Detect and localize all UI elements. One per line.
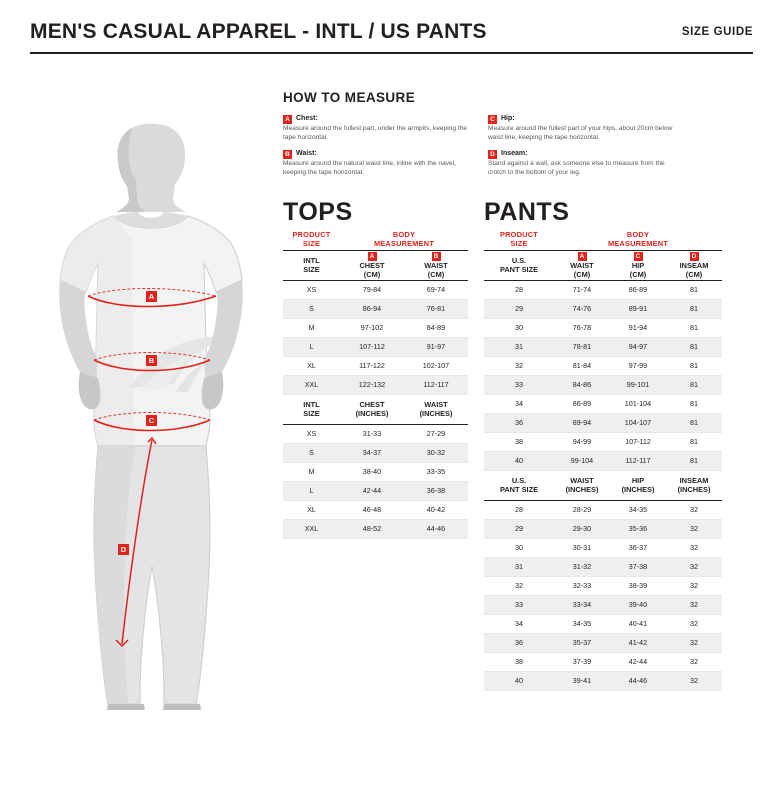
cell-inseam: 81: [666, 337, 722, 356]
measure-badge-b: B: [146, 355, 157, 366]
cell-waist: 112-117: [404, 375, 468, 394]
cell-waist: 99-104: [554, 451, 610, 470]
cell-size: 40: [484, 451, 554, 470]
how-to-measure-column-left: [283, 114, 468, 184]
cell-waist: 28-29: [554, 500, 610, 519]
cell-waist: 94-99: [554, 432, 610, 451]
letter-badge-b: B: [283, 150, 292, 159]
cell-size: 28: [484, 280, 554, 299]
table-row: [283, 443, 468, 462]
cell-chest: 42-44: [340, 481, 404, 500]
cell-waist: 44-46: [404, 519, 468, 538]
pants-cm-inseam-header: D INSEAM (CM): [666, 250, 722, 280]
measure-badge-a: A: [146, 291, 157, 302]
cell-inseam: 81: [666, 280, 722, 299]
cell-inseam: 32: [666, 595, 722, 614]
cell-hip: 36-37: [610, 538, 666, 557]
cell-waist: 35-37: [554, 633, 610, 652]
cell-inseam: 81: [666, 318, 722, 337]
cell-inseam: 32: [666, 633, 722, 652]
cell-chest: 31-33: [340, 424, 404, 443]
cell-waist: 32-33: [554, 576, 610, 595]
table-row: [484, 652, 722, 671]
tops-in-chest-header: CHEST (INCHES): [340, 394, 404, 424]
mannequin-figure: [36, 120, 266, 710]
cell-size: 38: [484, 432, 554, 451]
table-row: [283, 356, 468, 375]
table-row: [283, 500, 468, 519]
cell-hip: 34-35: [610, 500, 666, 519]
cell-waist: 37-39: [554, 652, 610, 671]
cell-hip: 112-117: [610, 451, 666, 470]
cell-inseam: 81: [666, 356, 722, 375]
cell-chest: 46-48: [340, 500, 404, 519]
cell-hip: 38-39: [610, 576, 666, 595]
table-header-row: [283, 228, 468, 250]
cell-hip: 101-104: [610, 394, 666, 413]
how-to-item-name: Waist:: [296, 150, 317, 158]
cell-chest: 122-132: [340, 375, 404, 394]
pants-in-waist-header: WAIST (INCHES): [554, 470, 610, 500]
cell-waist: 33-35: [404, 462, 468, 481]
cell-waist: 34-35: [554, 614, 610, 633]
cell-hip: 99-101: [610, 375, 666, 394]
cell-waist: 76-81: [404, 299, 468, 318]
letter-badge-a: A: [368, 252, 377, 261]
cell-chest: 79-84: [340, 280, 404, 299]
cell-hip: 104-107: [610, 413, 666, 432]
cell-inseam: 81: [666, 299, 722, 318]
cell-hip: 41-42: [610, 633, 666, 652]
cell-waist: 74-76: [554, 299, 610, 318]
cell-waist: 31-32: [554, 557, 610, 576]
cell-size: M: [283, 318, 340, 337]
how-to-measure-column-right: [488, 114, 673, 184]
cell-waist: 102-107: [404, 356, 468, 375]
how-to-item-chest: [283, 114, 468, 142]
cell-hip: 86-89: [610, 280, 666, 299]
cell-chest: 117-122: [340, 356, 404, 375]
table-row: [283, 337, 468, 356]
table-row: [484, 432, 722, 451]
cell-size: XXL: [283, 375, 340, 394]
tops-cm-chest-header: A CHEST (CM): [340, 250, 404, 280]
letter-badge-b: B: [432, 252, 441, 261]
cell-inseam: 32: [666, 614, 722, 633]
table-subheader-row: [484, 470, 722, 500]
cell-size: 30: [484, 318, 554, 337]
cell-hip: 94-97: [610, 337, 666, 356]
pants-cm-waist-header: A WAIST (CM): [554, 250, 610, 280]
cell-inseam: 32: [666, 519, 722, 538]
pants-in-inseam-header: INSEAM (INCHES): [666, 470, 722, 500]
cell-chest: 86-94: [340, 299, 404, 318]
cell-size: XL: [283, 500, 340, 519]
cell-waist: 30-31: [554, 538, 610, 557]
how-to-item-desc: Measure around the fullest part of your hips, about 20cm below waist line, keeping the tape horizontal.: [488, 125, 673, 141]
table-row: [484, 671, 722, 690]
table-row: [484, 633, 722, 652]
letter-badge-a: A: [283, 115, 292, 124]
cell-hip: 35-36: [610, 519, 666, 538]
table-row: [283, 519, 468, 538]
table-row: [484, 280, 722, 299]
pants-section-title: PANTS: [484, 198, 570, 226]
cell-size: XS: [283, 280, 340, 299]
cell-waist: 39-41: [554, 671, 610, 690]
table-row: [484, 576, 722, 595]
cell-waist: 86-89: [554, 394, 610, 413]
cell-size: L: [283, 481, 340, 500]
letter-badge-d: D: [488, 150, 497, 159]
cell-size: S: [283, 299, 340, 318]
cell-size: 33: [484, 375, 554, 394]
cell-size: 31: [484, 557, 554, 576]
cell-hip: 44-46: [610, 671, 666, 690]
cell-hip: 91-94: [610, 318, 666, 337]
table-row: [283, 280, 468, 299]
cell-hip: 107-112: [610, 432, 666, 451]
cell-inseam: 32: [666, 652, 722, 671]
cell-hip: 42-44: [610, 652, 666, 671]
how-to-item-hip: [488, 114, 673, 142]
measure-badge-c: C: [146, 415, 157, 426]
cell-size: XL: [283, 356, 340, 375]
cell-inseam: 32: [666, 538, 722, 557]
cell-size: 34: [484, 394, 554, 413]
how-to-item-name: Hip:: [501, 115, 515, 122]
cell-size: 29: [484, 299, 554, 318]
cell-chest: 38-40: [340, 462, 404, 481]
cell-waist: 84-89: [404, 318, 468, 337]
how-to-item-desc: Stand against a wall, ask someone else to measure from the crotch to the bottom of your leg.: [488, 160, 665, 176]
cell-size: XXL: [283, 519, 340, 538]
cell-waist: 81-84: [554, 356, 610, 375]
table-row: [484, 500, 722, 519]
cell-waist: 40-42: [404, 500, 468, 519]
cell-inseam: 81: [666, 432, 722, 451]
table-row: [484, 614, 722, 633]
letter-badge-d: D: [690, 252, 699, 261]
tops-cm-waist-header: B WAIST (CM): [404, 250, 468, 280]
page-title: MEN'S CASUAL APPAREL - INTL / US PANTS: [30, 20, 487, 43]
cell-inseam: 32: [666, 500, 722, 519]
cell-size: 32: [484, 576, 554, 595]
header-divider: [30, 52, 753, 54]
table-row: [283, 462, 468, 481]
cell-size: 29: [484, 519, 554, 538]
tops-cm-size-header: INTL SIZE: [283, 250, 340, 280]
table-header-row: [484, 228, 722, 250]
how-to-item-desc: Measure around the fullest part, under the armpits, keeping the tape horizontal.: [283, 125, 468, 141]
cell-size: 34: [484, 614, 554, 633]
table-row: [484, 519, 722, 538]
cell-inseam: 81: [666, 394, 722, 413]
cell-inseam: 81: [666, 451, 722, 470]
cell-waist: 36-38: [404, 481, 468, 500]
cell-waist: 78-81: [554, 337, 610, 356]
table-row: [484, 356, 722, 375]
how-to-item-waist: [283, 149, 468, 177]
table-subheader-row: [283, 394, 468, 424]
cell-waist: 84-86: [554, 375, 610, 394]
cell-waist: 76-78: [554, 318, 610, 337]
tops-size-table: [283, 228, 468, 539]
tops-product-size-label: PRODUCT SIZE: [292, 229, 331, 248]
cell-waist: 29-30: [554, 519, 610, 538]
table-row: [484, 538, 722, 557]
how-to-item-name: Inseam:: [501, 150, 528, 158]
cell-size: M: [283, 462, 340, 481]
measure-badge-d: D: [118, 544, 129, 555]
cell-hip: 37-38: [610, 557, 666, 576]
cell-waist: 71-74: [554, 280, 610, 299]
pants-in-hip-header: HIP (INCHES): [610, 470, 666, 500]
pants-cm-size-header: U.S. PANT SIZE: [484, 250, 554, 280]
cell-size: 38: [484, 652, 554, 671]
table-row: [283, 424, 468, 443]
cell-size: L: [283, 337, 340, 356]
table-row: [283, 318, 468, 337]
cell-inseam: 81: [666, 375, 722, 394]
tops-body-measurement-label: BODY MEASUREMENT: [373, 229, 435, 248]
cell-inseam: 32: [666, 557, 722, 576]
table-row: [283, 481, 468, 500]
cell-size: 36: [484, 413, 554, 432]
table-row: [484, 413, 722, 432]
how-to-item-inseam: [488, 149, 673, 177]
pants-size-table: [484, 228, 722, 691]
pants-cm-hip-header: C HIP (CM): [610, 250, 666, 280]
how-to-measure-title: HOW TO MEASURE: [283, 90, 416, 105]
pants-body-measurement-label: BODY MEASUREMENT: [607, 229, 669, 248]
cell-size: 33: [484, 595, 554, 614]
cell-waist: 91-97: [404, 337, 468, 356]
tops-in-waist-header: WAIST (INCHES): [404, 394, 468, 424]
cell-waist: 69-74: [404, 280, 468, 299]
cell-inseam: 32: [666, 576, 722, 595]
page-header: [30, 14, 753, 58]
cell-hip: 39-40: [610, 595, 666, 614]
how-to-item-desc: Measure around the natural waist line, inline with the navel, keeping the tape horizontal.: [283, 160, 457, 176]
table-row: [484, 337, 722, 356]
cell-size: 31: [484, 337, 554, 356]
table-row: [484, 595, 722, 614]
cell-size: S: [283, 443, 340, 462]
letter-badge-a: A: [578, 252, 587, 261]
tops-in-size-header: INTL SIZE: [283, 394, 340, 424]
table-row: [484, 299, 722, 318]
how-to-item-name: Chest:: [296, 115, 318, 122]
letter-badge-c: C: [634, 252, 643, 261]
cell-chest: 34-37: [340, 443, 404, 462]
cell-hip: 89-91: [610, 299, 666, 318]
pants-product-size-label: PRODUCT SIZE: [500, 229, 538, 248]
cell-size: XS: [283, 424, 340, 443]
cell-chest: 97-102: [340, 318, 404, 337]
cell-size: 30: [484, 538, 554, 557]
cell-chest: 107-112: [340, 337, 404, 356]
table-row: [283, 375, 468, 394]
cell-size: 32: [484, 356, 554, 375]
cell-waist: 89-94: [554, 413, 610, 432]
size-guide-label: SIZE GUIDE: [681, 26, 753, 38]
table-subheader-row: [484, 250, 722, 280]
table-row: [484, 394, 722, 413]
pants-in-size-header: U.S. PANT SIZE: [484, 470, 554, 500]
cell-chest: 48-52: [340, 519, 404, 538]
letter-badge-c: C: [488, 115, 497, 124]
cell-inseam: 81: [666, 413, 722, 432]
table-subheader-row: [283, 250, 468, 280]
cell-hip: 97-99: [610, 356, 666, 375]
cell-waist: 27-29: [404, 424, 468, 443]
tops-section-title: TOPS: [283, 198, 353, 226]
cell-size: 28: [484, 500, 554, 519]
cell-size: 40: [484, 671, 554, 690]
table-row: [283, 299, 468, 318]
cell-waist: 33-34: [554, 595, 610, 614]
cell-waist: 30-32: [404, 443, 468, 462]
cell-size: 36: [484, 633, 554, 652]
how-to-measure-section: [283, 90, 753, 184]
table-row: [484, 375, 722, 394]
table-row: [484, 318, 722, 337]
cell-hip: 40-41: [610, 614, 666, 633]
table-row: [484, 451, 722, 470]
table-row: [484, 557, 722, 576]
cell-inseam: 32: [666, 671, 722, 690]
